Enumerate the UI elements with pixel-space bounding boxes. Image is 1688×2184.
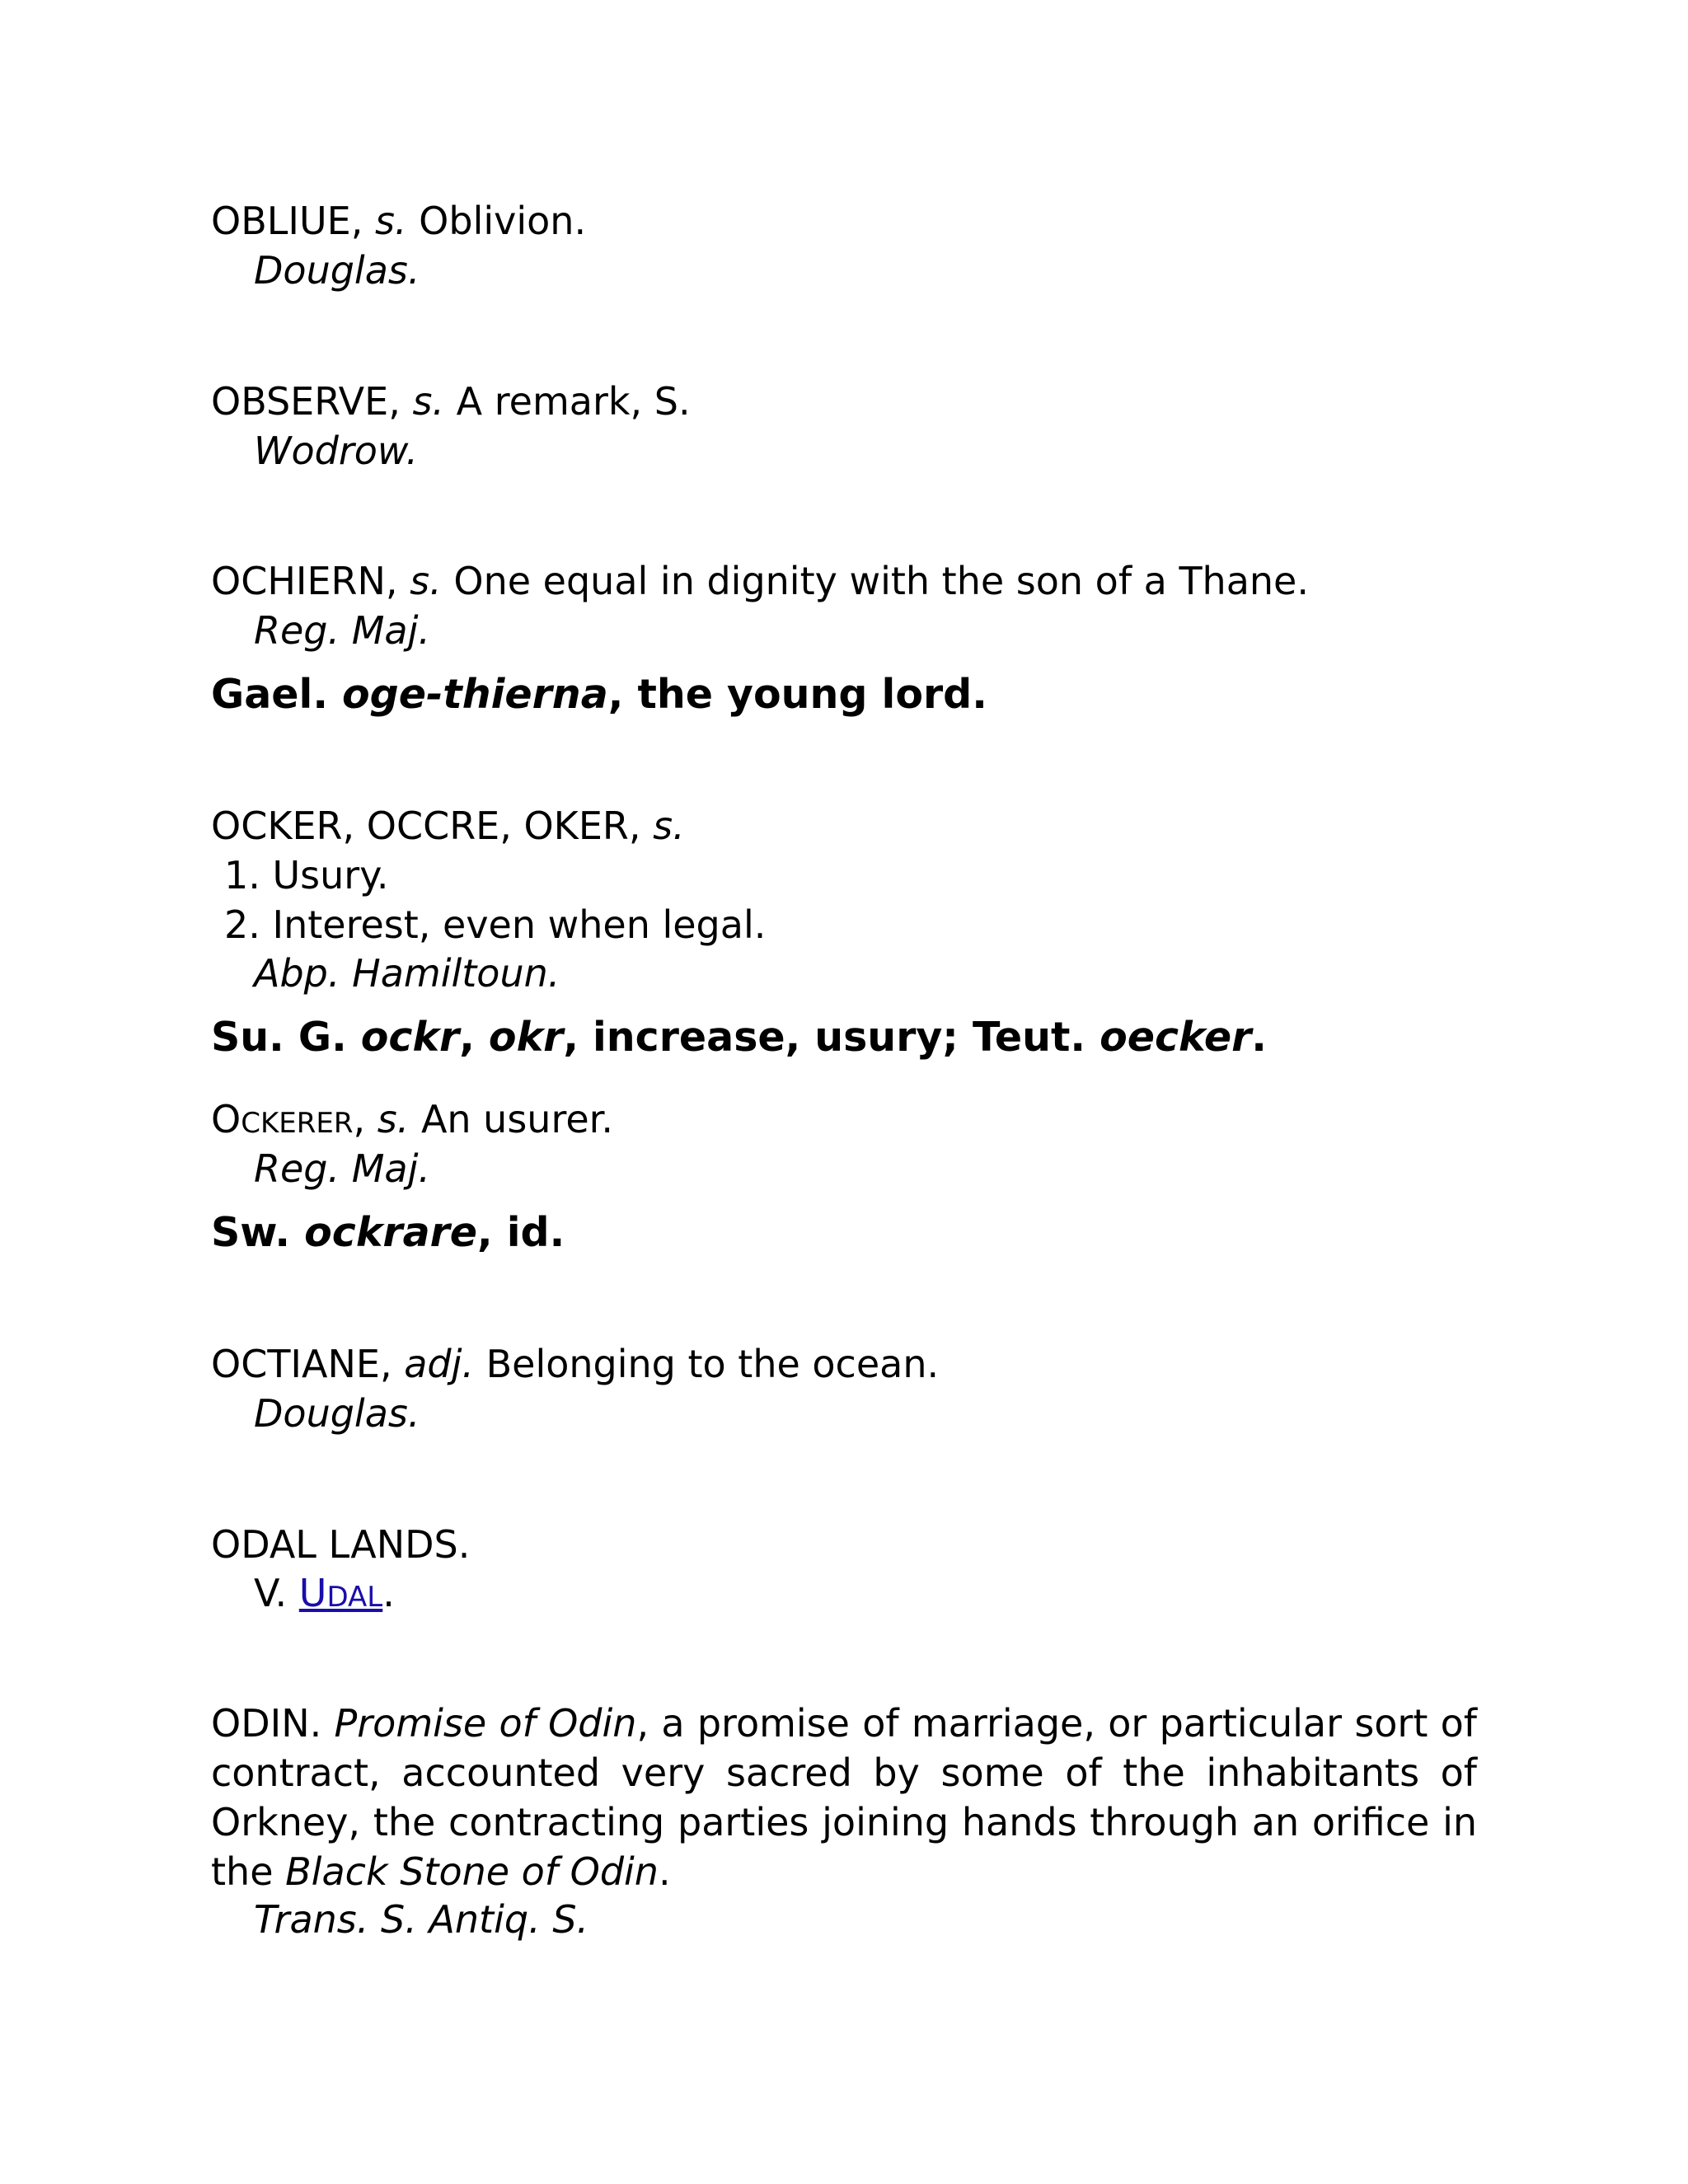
source-citation <box>254 426 418 476</box>
etymology-language: Gael. <box>211 671 328 718</box>
source-text: Douglas. <box>254 1391 420 1436</box>
etymology-word: oecker <box>1100 1014 1252 1061</box>
definition: An usurer. <box>420 1097 613 1141</box>
source-text: Trans. S. Antiq. S. <box>254 1897 589 1942</box>
etymology-word: ockrare <box>304 1209 478 1256</box>
part-of-speech: s. <box>653 804 685 848</box>
part-of-speech: s. <box>410 559 442 603</box>
headword: OCKER, OCCRE, OKER <box>211 804 629 848</box>
source-text: Reg. Maj. <box>254 1146 430 1191</box>
sense-text: Usury. <box>272 853 389 898</box>
definition-end: . <box>658 1849 671 1894</box>
source-citation <box>254 1144 430 1193</box>
etymology-gloss: , increase, usury; Teut. <box>563 1014 1086 1061</box>
sense-1 <box>224 851 389 900</box>
etymology-word: oge-thierna <box>342 671 608 718</box>
definition: Oblivion. <box>419 199 587 243</box>
etymology-word: okr <box>488 1014 564 1061</box>
etymology-word: ockr <box>360 1014 460 1061</box>
etymology <box>211 1208 565 1258</box>
etymology-gloss: , the young lord. <box>607 671 987 718</box>
entry-obliue: OBLIUE, s. Oblivion. <box>211 199 587 243</box>
part-of-speech: s. <box>374 199 407 243</box>
source-citation <box>254 949 560 998</box>
definition: One equal in dignity with the son of a Thane. <box>453 559 1309 603</box>
entry-observe: OBSERVE, s. A remark, S. <box>211 379 691 424</box>
entry-ochiern: OCHIERN, s. One equal in dignity with the son of a Thane. <box>211 559 1309 603</box>
source-text: Douglas. <box>254 248 420 293</box>
source-citation <box>254 1895 588 1944</box>
udal-link[interactable] <box>299 1571 382 1615</box>
part-of-speech: s. <box>412 379 445 424</box>
headword: OCTIANE <box>211 1342 380 1386</box>
phrase: Black Stone of Odin <box>285 1849 659 1894</box>
headword-initial: O <box>211 1097 241 1141</box>
headword: ODAL LANDS. <box>211 1522 471 1567</box>
headword: OBSERVE <box>211 379 389 424</box>
headword-rest: CKERER <box>241 1107 354 1140</box>
sense-text: Interest, even when legal. <box>272 902 767 947</box>
phrase: Promise of Odin <box>334 1701 637 1746</box>
headword: OBLIUE <box>211 199 351 243</box>
entry-octiane: OCTIANE, adj. Belonging to the ocean. <box>211 1342 940 1386</box>
etymology-language: Sw. <box>211 1209 291 1256</box>
entry-ocker: OCKER, OCCRE, OKER, s. <box>211 804 685 848</box>
etymology <box>211 670 987 719</box>
headword <box>211 1097 353 1141</box>
entry-odal-lands <box>211 1520 470 1569</box>
sense-2 <box>224 900 766 949</box>
etymology-gloss: , id. <box>477 1209 565 1256</box>
definition: A remark, S. <box>456 379 691 424</box>
link-rest: DAL <box>326 1581 383 1614</box>
source-text: Abp. Hamiltoun. <box>254 951 560 996</box>
etymology: Su. G. ockr, okr, increase, usury; Teut. oecker. <box>211 1014 1267 1061</box>
link-initial: U <box>298 1571 327 1615</box>
source-text: Wodrow. <box>254 429 419 473</box>
part-of-speech: adj. <box>404 1342 474 1386</box>
definition: , a promise of marriage, or particular sort of contract, accounted very sacred by some of the inhabitants of Orkney, the contracting parties joining hands through an orifice in the <box>211 1701 1478 1894</box>
etymology-language: Su. G. <box>211 1014 347 1061</box>
sense-number: 1. <box>224 853 260 898</box>
source-citation <box>254 606 430 655</box>
entry-odin <box>211 1699 1477 1896</box>
part-of-speech: s. <box>377 1097 410 1141</box>
entry-ockerer: OCKERER, s. An usurer. <box>211 1097 613 1141</box>
source-text: Reg. Maj. <box>254 608 430 653</box>
headword: OCHIERN <box>211 559 386 603</box>
source-citation <box>254 1389 420 1438</box>
see-label: V. <box>254 1571 288 1615</box>
sense-number: 2. <box>224 902 260 947</box>
link-end: . <box>382 1571 395 1615</box>
headword: ODIN. <box>211 1701 322 1746</box>
cross-reference <box>254 1568 395 1622</box>
dictionary-page <box>211 0 1477 2184</box>
source-citation <box>254 246 420 295</box>
definition: Belonging to the ocean. <box>485 1342 940 1386</box>
etymology-end: . <box>1251 1014 1267 1061</box>
